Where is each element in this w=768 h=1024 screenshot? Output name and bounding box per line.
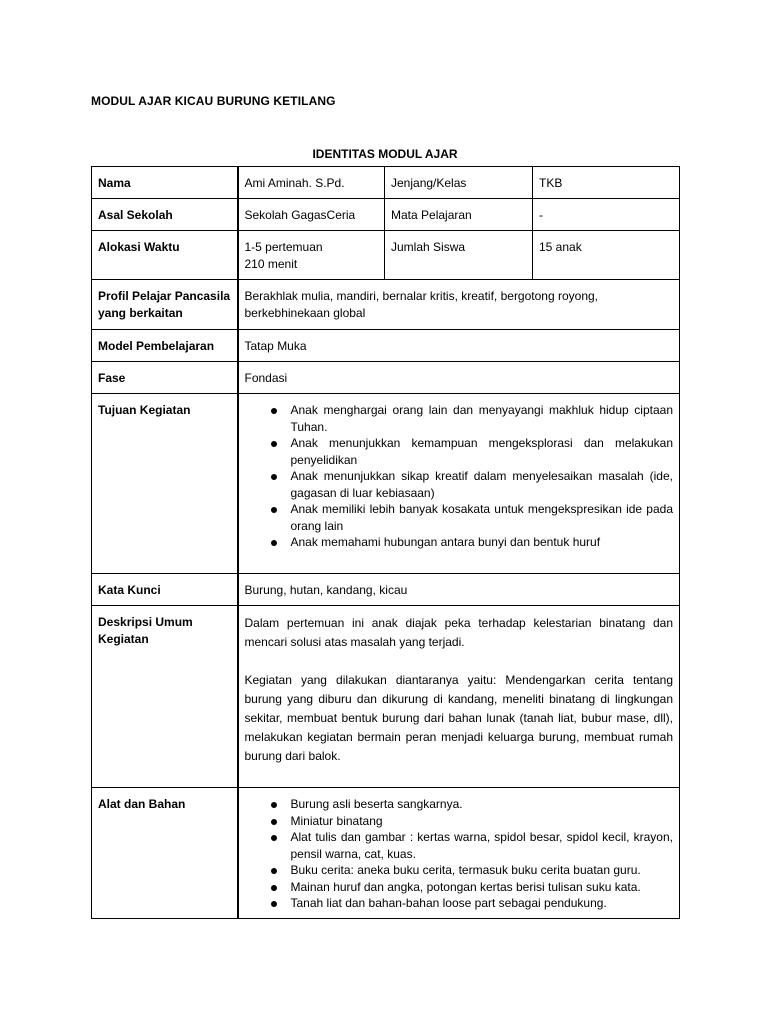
table-row-nama	[92, 167, 680, 199]
list-item: Mainan huruf dan angka, potongan kertas berisi tulisan suku kata.	[245, 879, 674, 896]
list-item: Anak memahami hubungan antara bunyi dan bentuk huruf	[245, 534, 674, 551]
table-row-model-pembelajaran	[92, 330, 680, 362]
bullet-icon	[271, 868, 277, 874]
value-profil-line2: berkebhinekaan global	[244, 306, 366, 320]
table-row-profil-pelajar	[92, 280, 680, 330]
deskripsi-paragraph-1: Dalam pertemuan ini anak diajak peka terhadap kelestarian binatang dan mencari solusi atas masalah yang terjadi.	[244, 616, 673, 649]
label-model-pembelajaran: Model Pembelajaran	[92, 330, 238, 362]
table-row-tujuan-kegiatan	[92, 394, 680, 574]
table-row-fase	[92, 362, 680, 394]
document-title: MODUL AJAR KICAU BURUNG KETILANG	[91, 94, 336, 108]
bullet-icon	[271, 885, 277, 891]
label-fase: Fase	[92, 362, 238, 394]
label-profil-pelajar	[92, 280, 238, 330]
bullet-icon	[271, 408, 277, 414]
list-item: Anak menunjukkan sikap kreatif dalam menyelesaikan masalah (ide, gagasan di luar kebiasaan)	[245, 468, 674, 501]
label-deskripsi-line1: Deskripsi Umum	[98, 615, 193, 629]
value-profil-pelajar	[238, 280, 680, 330]
list-item: Tanah liat dan bahan-bahan loose part sebagai pendukung.	[245, 895, 674, 912]
value-fase: Fondasi	[238, 362, 680, 394]
value-profil-line1: Berakhlak mulia, mandiri, bernalar kritis, kreatif, bergotong royong,	[244, 289, 598, 303]
label-alat-bahan: Alat dan Bahan	[92, 788, 238, 919]
module-identity-table	[91, 166, 680, 919]
value-deskripsi-umum	[238, 606, 680, 788]
bullet-icon	[271, 835, 277, 841]
label-kata-kunci: Kata Kunci	[92, 574, 238, 606]
bullet-icon	[271, 441, 277, 447]
list-item: Alat tulis dan gambar : kertas warna, spidol besar, spidol kecil, krayon, pensil warna, cat, kuas.	[245, 829, 674, 862]
label-profil-line1: Profil Pelajar Pancasila	[98, 289, 231, 303]
bullet-icon	[271, 507, 277, 513]
value-model-pembelajaran: Tatap Muka	[238, 330, 680, 362]
value-alokasi-pertemuan: 1-5 pertemuan	[244, 240, 323, 254]
table-row-kata-kunci	[92, 574, 680, 606]
alat-list	[245, 796, 674, 912]
value-alokasi-menit: 210 menit	[244, 257, 298, 271]
value-alokasi-waktu	[238, 231, 385, 280]
label-deskripsi-line2: Kegiatan	[98, 632, 149, 646]
list-item: Anak menghargai orang lain dan menyayangi makhluk hidup ciptaan Tuhan.	[245, 402, 674, 435]
value-asal-sekolah: Sekolah GagasCeria	[238, 199, 385, 231]
table-row-alokasi-waktu	[92, 231, 680, 280]
table-caption: IDENTITAS MODUL AJAR	[312, 147, 458, 161]
table-row-alat-bahan	[92, 788, 680, 919]
bullet-icon	[271, 819, 277, 825]
list-item: Miniatur binatang	[245, 813, 674, 830]
label-jenjang-kelas: Jenjang/Kelas	[385, 167, 533, 199]
value-jenjang-kelas: TKB	[533, 167, 680, 199]
value-nama: Ami Aminah. S.Pd.	[238, 167, 385, 199]
label-alokasi-waktu: Alokasi Waktu	[92, 231, 238, 280]
value-mata-pelajaran: -	[533, 199, 680, 231]
label-jumlah-siswa: Jumlah Siswa	[385, 231, 533, 280]
list-item: Burung asli beserta sangkarnya.	[245, 796, 674, 813]
value-tujuan-kegiatan	[238, 394, 680, 574]
list-item: Buku cerita: aneka buku cerita, termasuk buku cerita buatan guru.	[245, 862, 674, 879]
label-mata-pelajaran: Mata Pelajaran	[385, 199, 533, 231]
value-alat-bahan	[238, 788, 680, 919]
label-tujuan-kegiatan: Tujuan Kegiatan	[92, 394, 238, 574]
bullet-icon	[271, 474, 277, 480]
label-nama: Nama	[92, 167, 238, 199]
label-asal-sekolah: Asal Sekolah	[92, 199, 238, 231]
tujuan-list	[245, 402, 674, 551]
list-item: Anak menunjukkan kemampuan mengeksplorasi dan melakukan penyelidikan	[245, 435, 674, 468]
deskripsi-paragraph-2: Kegiatan yang dilakukan diantaranya yaitu: Mendengarkan cerita tentang burung yang diburu dan dikurung di kandang, meneliti binatang di lingkungan sekitar, membuat bentuk burung dari bahan lunak (tanah liat, bubur mase, dll), melakukan kegiatan bermain peran menjadi keluarga burung, membuat rumah burung dari balok.	[244, 673, 673, 763]
value-kata-kunci: Burung, hutan, kandang, kicau	[238, 574, 680, 606]
label-deskripsi-umum	[92, 606, 238, 788]
list-item: Anak memiliki lebih banyak kosakata untuk mengekspresikan ide pada orang lain	[245, 501, 674, 534]
value-jumlah-siswa: 15 anak	[533, 231, 680, 280]
label-profil-line2: yang berkaitan	[98, 306, 183, 320]
table-row-asal-sekolah	[92, 199, 680, 231]
bullet-icon	[271, 901, 277, 907]
bullet-icon	[271, 802, 277, 808]
bullet-icon	[271, 540, 277, 546]
table-row-deskripsi-umum	[92, 606, 680, 788]
